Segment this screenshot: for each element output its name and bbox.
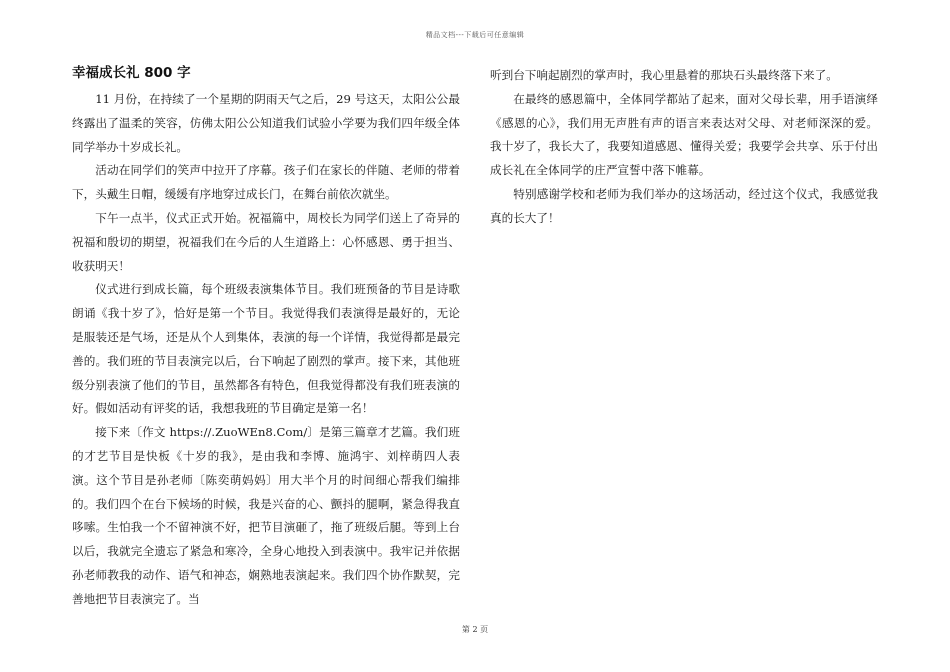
paragraph-continuation: 听到台下响起剧烈的掌声时，我心里悬着的那块石头最终落下来了。 <box>490 68 838 82</box>
right-column <box>490 64 878 231</box>
paragraph: 仪式进行到成长篇，每个班级表演集体节目。我们班预备的节目是诗歌朗诵《我十岁了》，恰好是第一个节目。我觉得我们表演得是最好的，无论是服装还是气场，还是从个人到集体，表演的每一个详情，我觉得都是最完善的。我们班的节目表演完以后，台下响起了剧烈的掌声。接下来，其他班级分别表演了他们的节目，虽然都各有特色，但我觉得都没有我们班表演的好。假如活动有评奖的话，我想我班的节目确定是第一名！ <box>72 282 460 416</box>
paragraph: 活动在同学们的笑声中拉开了序幕。孩子们在家长的伴随、老师的带着下，头戴生日帽，缓缓有序地穿过成长门，在舞台前依次就坐。 <box>72 163 460 202</box>
left-column <box>72 64 460 612</box>
paragraph: 特别感谢学校和老师为我们举办的这场活动，经过这个仪式，我感觉我真的长大了！ <box>490 186 878 225</box>
page-number: 第 2 页 <box>461 625 489 634</box>
paragraph: 在最终的感恩篇中，全体同学都站了起来，面对父母长辈，用手语演绎《感恩的心》，我们用无声胜有声的语言来表达对父母、对老师深深的爱。我十岁了，我长大了，我要知道感恩、懂得关爱；我要学会共享、乐于付出成长礼在全体同学的庄严宣誓中落下帷幕。 <box>490 91 878 178</box>
paragraph: 接下来〔作文 https://.ZuoWEn8.Com/〕是第三篇章才艺篇。我们班的才艺节目是快板《十岁的我》，是由我和李博、施鸿宇、刘梓萌四人表演。这个节目是孙老师〔陈奕萌妈妈〕用大半个月的时间细心帮我们编排的。我们四个在台下候场的时候，我是兴奋的心、颤抖的腿啊，紧急得我直哆嗦。生怕我一个不留神演不好，把节目演砸了，拖了班级后腿。等到上台以后，我就完全遗忘了紧急和寒冷，全身心地投入到表演中。我牢记并依据孙老师教我的动作、语气和神态，娴熟地表演起来。我们四个协作默契，完善地把节目表演完了。当 <box>72 425 460 606</box>
paragraph: 下午一点半，仪式正式开始。祝福篇中，周校长为同学们送上了奇异的祝福和殷切的期望，祝福我们在今后的人生道路上：心怀感恩、勇于担当、收获明天！ <box>72 210 460 273</box>
page-header: 精品文档---下载后可任意编辑 <box>425 31 525 39</box>
paragraph: 11 月份，在持续了一个星期的阴雨天气之后，29 号这天，太阳公公最终露出了温柔的笑容，仿佛太阳公公知道我们试验小学要为我们四年级全体同学举办十岁成长礼。 <box>72 92 460 154</box>
article-title: 幸福成长礼 800 字 <box>72 65 191 81</box>
